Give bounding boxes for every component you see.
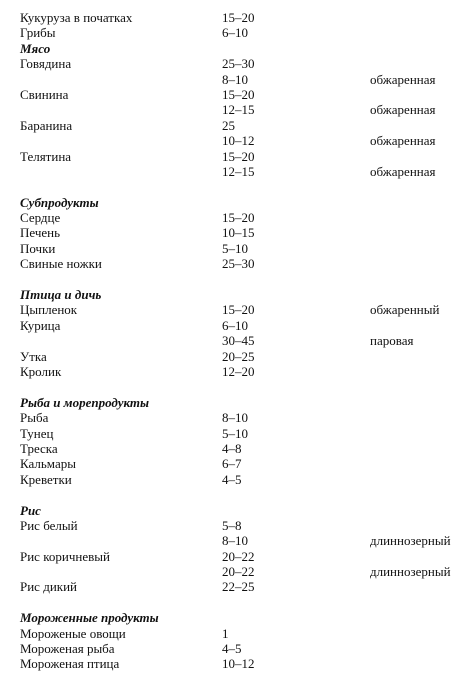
table-row [20,549,470,564]
cooking-time: 15–20 [222,86,255,102]
product-name: Баранина [20,117,73,133]
product-name: Телятина [20,148,72,164]
table-row [20,118,470,133]
cooking-note: длиннозерный [370,564,451,580]
section-heading-row [20,41,470,56]
cooking-time: 6–10 [222,25,248,41]
cooking-times-table [20,10,470,672]
section-heading-row [20,503,470,518]
product-name: Утка [20,348,47,364]
product-name: Почки [20,240,56,256]
section-heading: Рис [20,502,41,518]
cooking-note: обжаренный [370,302,440,318]
table-row [20,25,470,40]
table-row [20,10,470,25]
cooking-time: 15–20 [222,302,255,318]
table-row [20,302,470,317]
cooking-time: 8–10 [222,410,248,426]
table-row [20,56,470,71]
product-name: Треска [20,440,58,456]
cooking-time: 6–10 [222,317,248,333]
product-name: Рис белый [20,517,78,533]
section-gap [20,179,470,194]
product-name: Курица [20,317,61,333]
product-name: Мороженая рыба [20,641,115,657]
product-name: Цыпленок [20,302,78,318]
cooking-time: 6–7 [222,456,242,472]
section-heading-row [20,395,470,410]
cooking-time: 15–20 [222,148,255,164]
product-name: Рис дикий [20,579,78,595]
table-row [20,456,470,471]
cooking-time: 20–22 [222,564,255,580]
cooking-time: 8–10 [222,71,248,87]
cooking-time: 20–25 [222,348,255,364]
cooking-time: 8–10 [222,533,248,549]
section-heading-row [20,610,470,625]
section-gap [20,379,470,394]
product-name: Кальмары [20,456,76,472]
table-row [20,149,470,164]
product-name: Печень [20,225,61,241]
cooking-note: паровая [370,333,414,349]
cooking-note: обжаренная [370,163,436,179]
table-row [20,656,470,671]
cooking-time: 5–10 [222,240,248,256]
product-name: Рис коричневый [20,548,110,564]
cooking-note: длиннозерный [370,533,451,549]
cooking-time: 20–22 [222,548,255,564]
cooking-time: 10–12 [222,656,255,672]
product-name: Рыба [20,410,49,426]
table-row [20,533,470,548]
cooking-time: 10–15 [222,225,255,241]
section-heading: Мороженные продукты [20,610,159,626]
table-row [20,210,470,225]
section-gap [20,595,470,610]
table-row [20,333,470,348]
cooking-time: 22–25 [222,579,255,595]
section-gap [20,272,470,287]
table-row [20,241,470,256]
product-name: Мороженые овощи [20,625,126,641]
cooking-time: 5–10 [222,425,248,441]
section-gap [20,487,470,502]
product-name: Свинина [20,86,69,102]
product-name: Креветки [20,471,72,487]
cooking-time: 12–15 [222,102,255,118]
cooking-time: 4–5 [222,471,242,487]
cooking-time: 25 [222,117,235,133]
product-name: Сердце [20,210,61,226]
cooking-time: 4–5 [222,641,242,657]
table-row [20,579,470,594]
table-row [20,641,470,656]
table-row [20,441,470,456]
product-name: Свиные ножки [20,256,102,272]
table-row [20,364,470,379]
section-heading: Рыба и морепродукты [20,394,150,410]
table-row [20,164,470,179]
product-name: Кукуруза в початках [20,10,133,25]
table-row [20,626,470,641]
cooking-time: 5–8 [222,517,242,533]
cooking-time: 30–45 [222,333,255,349]
table-row [20,349,470,364]
cooking-time: 25–30 [222,56,255,72]
cooking-note: обжаренная [370,71,436,87]
table-row [20,518,470,533]
table-row [20,472,470,487]
section-heading: Птица и дичь [20,287,102,303]
table-row [20,225,470,240]
product-name: Мороженая птица [20,656,120,672]
cooking-time: 25–30 [222,256,255,272]
table-row [20,102,470,117]
table-row [20,87,470,102]
product-name: Кролик [20,363,62,379]
section-heading-row [20,287,470,302]
cooking-time: 12–15 [222,163,255,179]
cooking-note: обжаренная [370,133,436,149]
product-name: Грибы [20,25,56,41]
cooking-note: обжаренная [370,102,436,118]
section-heading: Субпродукты [20,194,99,210]
cooking-time: 12–20 [222,363,255,379]
product-name: Тунец [20,425,54,441]
product-name: Говядина [20,56,72,72]
section-heading: Мясо [20,40,51,56]
table-row [20,133,470,148]
table-row [20,564,470,579]
cooking-time: 4–8 [222,440,242,456]
table-row [20,72,470,87]
cooking-time: 1 [222,625,229,641]
cooking-time: 10–12 [222,133,255,149]
cooking-time: 15–20 [222,210,255,226]
table-row [20,410,470,425]
section-heading-row [20,195,470,210]
table-row [20,426,470,441]
table-row [20,256,470,271]
cooking-time: 15–20 [222,10,255,25]
table-row [20,318,470,333]
